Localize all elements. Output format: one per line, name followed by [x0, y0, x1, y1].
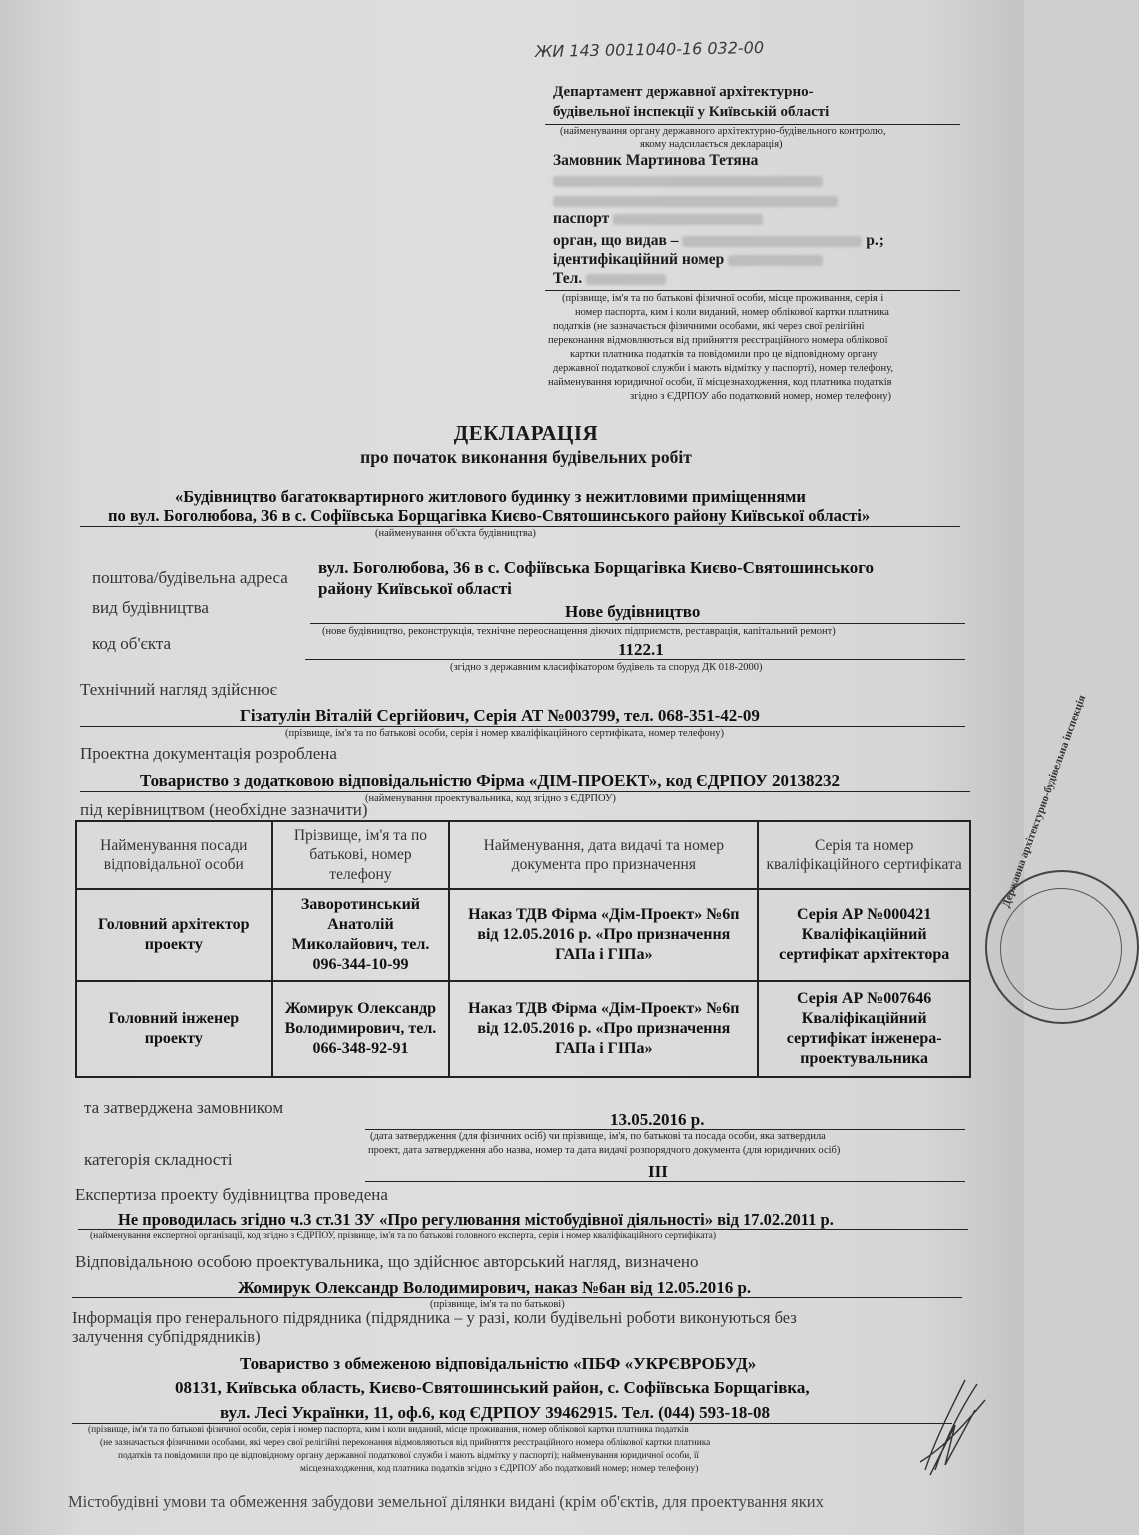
- supervision-label: Технічний нагляд здійснює: [80, 680, 277, 699]
- table-cell: Серія АР №007646 Кваліфікаційний сертифікат інженера-проектувальника: [758, 981, 970, 1077]
- address-line-2: району Київської області: [318, 579, 512, 598]
- stamp-seal-inner-ring: [1000, 888, 1122, 1010]
- stamp-text: Державна архітектурно-будівельна інспекція: [1000, 693, 1089, 910]
- underline: [72, 1423, 952, 1424]
- supervision-value: Гізатулін Віталій Сергійович, Серія АТ №003799, тел. 068-351-42-09: [240, 706, 760, 725]
- registration-number-handwritten: ЖИ 143 0011040-16 032-00: [534, 38, 765, 61]
- leadership-label: під керівництвом (необхідне зазначити): [80, 800, 368, 819]
- underline: [310, 623, 965, 624]
- underline: [72, 1297, 962, 1298]
- passport-line: [553, 210, 763, 228]
- issued-line: [553, 232, 884, 250]
- tax-id-line: [553, 251, 823, 269]
- underline: [80, 726, 965, 727]
- complexity-category-value: III: [648, 1162, 668, 1181]
- complexity-category-label: категорія складності: [84, 1150, 233, 1169]
- table-row: [76, 889, 970, 981]
- table-header-row: [76, 821, 970, 889]
- author-supervision-label: Відповідальною особою проектувальника, що здійснює авторський нагляд, визначено: [75, 1252, 699, 1271]
- design-value: Товариство з додатковою відповідальністю Фірма «ДІМ-ПРОЕКТ», код ЄДРПОУ 20138232: [140, 771, 840, 790]
- contractor-line-2: 08131, Київська область, Києво-Святошинський район, с. Софіївська Борщагівка,: [175, 1378, 810, 1397]
- supervision-note: (прізвище, ім'я та по батькові особи, серія і номер кваліфікаційного сертифіката, номер телефону): [285, 728, 725, 739]
- underline: [365, 1129, 965, 1130]
- author-supervision-note: (прізвище, ім'я та по батькові): [430, 1299, 565, 1310]
- underline: [80, 791, 970, 792]
- object-name-note: (найменування об'єкта будівництва): [375, 528, 536, 539]
- approved-note-2: проект, дата затвердження або назва, номер та дата видачі розпорядчого документа (для юридичних осіб): [368, 1145, 841, 1156]
- customer-line: [553, 152, 758, 170]
- tax-id-label: ідентифікаційний номер: [553, 251, 725, 268]
- table-cell: Серія АР №000421 Кваліфікаційний сертифікат архітектора: [758, 889, 970, 981]
- underline: [80, 526, 960, 527]
- document-subtitle: про початок виконання будівельних робіт: [360, 447, 692, 467]
- design-label: Проектна документація розроблена: [80, 744, 337, 763]
- address-label: поштова/будівельна адреса: [92, 568, 288, 587]
- object-code-label: код об'єкта: [92, 634, 172, 653]
- construction-kind-value: Нове будівництво: [565, 602, 701, 621]
- approved-value: 13.05.2016 р.: [610, 1110, 705, 1129]
- signature-scribble: [905, 1370, 995, 1480]
- table-cell: Наказ ТДВ Фірма «Дім-Проект» №6п від 12.05.2016 р. «Про призначення ГАПа і ГІПа»: [449, 889, 758, 981]
- expertise-label: Експертиза проекту будівництва проведена: [75, 1185, 388, 1204]
- customer-name: Мартинова Тетяна: [625, 152, 759, 169]
- approved-note-1: (дата затвердження (для фізичних осіб) чи прізвище, ім'я, по батькові та посада особи, яка затвердила: [370, 1131, 826, 1142]
- issued-suffix: р.;: [866, 232, 884, 249]
- construction-kind-note: (нове будівництво, реконструкція, технічне переоснащення діючих підприємств, реставрація, капітальний ремонт): [322, 626, 836, 637]
- table-cell: Головний інженер проекту: [76, 981, 272, 1077]
- table-row: [76, 981, 970, 1077]
- issued-label: орган, що видав –: [553, 232, 679, 249]
- department-note-2: якому надсилається декларація): [640, 139, 783, 150]
- contractor-line-1: Товариство з обмеженою відповідальністю «ПБФ «УКРЄВРОБУД»: [240, 1354, 757, 1373]
- underline: [365, 1181, 965, 1182]
- redacted-address-1: [553, 172, 823, 190]
- underline: [78, 1229, 968, 1230]
- responsible-persons-table: [75, 820, 971, 1078]
- customer-label: Замовник: [553, 152, 622, 169]
- contractor-label-line-1: Інформація про генерального підрядника (підрядника – у разі, коли будівельні роботи виконуються без: [72, 1308, 797, 1327]
- author-supervision-value: Жомирук Олександр Володимирович, наказ №6ан від 12.05.2016 р.: [238, 1278, 752, 1297]
- table-cell: Жомирук Олександр Володимирович, тел. 066-348-92-91: [272, 981, 450, 1077]
- object-code-note: (згідно з державним класифікатором будівель та споруд ДК 018-2000): [450, 662, 763, 673]
- construction-kind-label: вид будівництва: [92, 598, 209, 617]
- expertise-note: (найменування експертної організації, код згідно з ЄДРПОУ, прізвище, ім'я та по батькові головного експерта, серія і номер кваліфікаційного сертифіката): [90, 1231, 717, 1241]
- table-cell: Наказ ТДВ Фірма «Дім-Проект» №6п від 12.05.2016 р. «Про призначення ГАПа і ГІПа»: [449, 981, 758, 1077]
- object-name-line-2: по вул. Боголюбова, 36 в с. Софіївська Борщагівка Києво-Святошинського району Київської області»: [108, 506, 871, 525]
- object-code-value: 1122.1: [618, 640, 664, 659]
- department-line-1: Департамент державної архітектурно-: [553, 84, 814, 100]
- table-cell: Заворотинський Анатолій Миколайович, тел. 096-344-10-99: [272, 889, 450, 981]
- passport-label: паспорт: [553, 210, 610, 227]
- redacted-address-2: [553, 192, 838, 210]
- object-name-line-1: «Будівництво багатоквартирного житлового будинку з нежитловими приміщеннями: [175, 487, 806, 506]
- phone-label: Тел.: [553, 270, 583, 287]
- contractor-label-line-2: залучення субпідрядників): [72, 1327, 261, 1346]
- column-header: Найменування посади відповідальної особи: [76, 821, 272, 889]
- department-line-2: будівельної інспекції у Київській області: [553, 104, 830, 120]
- column-header: Серія та номер кваліфікаційного сертифіката: [758, 821, 970, 889]
- department-note-1: (найменування органу державного архітектурно-будівельного контролю,: [560, 126, 886, 137]
- urban-conditions-line: Містобудівні умови та обмеження забудови земельної ділянки видані (крім об'єктів, для проектування яких: [68, 1492, 824, 1511]
- document-page: ЖИ 143 0011040-16 032-00 Департамент державної архітектурно- будівельної інспекції у Київській області (найменування органу державного архітектурно-будівельного контролю, якому надсилається декларація) Замовник Мартинова Тетяна паспорт орган, що видав – р.; ідентифікаційний номер Тел. (прізвище, ім'я та по батькові фізичної особи, місце проживання, серія і номер паспорта, ким і коли виданий, номер облікової картки платника податків (не зазначається фізичними особами, які через свої релігійні переконання відмовляються від прийняття реєстраційного номера облікової картки платника податків та повідомили про це відповідному органу державної податкової служби і мають відмітку у паспорті), номер телефону, найменування юридичної особи, її місцезнаходження, код платника податків згідно з ЄДРПОУ або податковий номер, номер телефону) ДЕКЛАРАЦІЯ про початок виконання будівельних робіт «Будівництво багатоквартирного житлового будинку з нежитловими приміщеннями по вул. Боголюбова, 36 в с. Софіївська Борщагівка Києво-Святошинського району Київської області» (найменування об'єкта будівництва) поштова/будівельна адреса вул. Боголюбова, 36 в с. Софіївська Борщагівка Києво-Святошинського району Київської області вид будівництва Нове будівництво (нове будівництво, реконструкція, технічне переоснащення діючих підприємств, реставрація, капітальний ремонт) код об'єкта 1122.1 (згідно з державним класифікатором будівель та споруд ДК 018-2000) Технічний нагляд здійснює Гізатулін Віталій Сергійович, Серія АТ №003799, тел. 068-351-42-09 (прізвище, ім'я та по батькові особи, серія і номер кваліфікаційного сертифіката, номер телефону) Проектна документація розроблена Товариство з додатковою відповідальністю Фірма «ДІМ-ПРОЕКТ», код ЄДРПОУ 20138232 (найменування проектувальника, код згідно з ЄДРПОУ) під керівництвом (необхідне зазначити) Найменування посади відповідальної особи Прізвище, ім'я та по батькові, номер телефону Найменування, дата видачі та номер документа про призначення Серія та номер кваліфікаційного сертифіката Головний архітектор проекту Заворотинський Анатолій Миколайович, тел. 096-344-10-99 Наказ ТДВ Фірма «Дім-Проект» №6п від 12.05.2016 р. «Про призначення ГАПа і ГІПа» Серія АР №000421 Кваліфікаційний сертифікат архітектора Головний інженер проекту Жомирук Олександр Володимирович, тел. 066-348-92-91 Наказ ТДВ Фірма «Дім-Проект» №6п від 12.05.2016 р. «Про призначення ГАПа і ГІПа» Серія АР №007646 Кваліфікаційний сертифікат інженера-проектувальника та затверджена замовником 13.05.2016 р. (дата затвердження (для фізичних осіб) чи прізвище, ім'я, по батькові та посада особи, яка затвердила проект, дата затвердження або назва, номер та дата видачі розпорядчого документа (для юридичних осіб) категорія складності III Експертиза проекту будівництва проведена Не проводилась згідно ч.3 ст.31 ЗУ «Про регулювання містобудівної діяльності» від 17.02.2011 р. (найменування експертної організації, код згідно з ЄДРПОУ, прізвище, ім'я та по батькові головного експерта, серія і номер кваліфікаційного сертифіката) Відповідальною особою проектувальника, що здійснює авторський нагляд, визначено Жомирук Олександр Володимирович, наказ №6ан від 12.05.2016 р. (прізвище, ім'я та по батькові) Інформація про генерального підрядника (підрядника – у разі, коли будівельні роботи виконуються без залучення субпідрядників) Товариство з обмеженою відповідальністю «ПБФ «УКРЄВРОБУД» 08131, Київська область, Києво-Святошинський район, с. Софіївська Борщагівка, вул. Лесі Українки, 11, оф.6, код ЄДРПОУ 39462915. Тел. (044) 593-18-08 (прізвище, ім'я та по батькові фізичної особи, серія і номер паспорта, ким і коли виданий, місце проживання, номер облікової картки платника податків (не зазначається фізичними особами, які через свої релігійні переконання відмовляються від прийняття реєстраційного номера облікової картки платника податків та повідомили про це відповідному органу державної податкової служби і мають відмітку у паспорті); найменування юридичної особи, її місцезнаходження, код платника податків згідно з ЄДРПОУ або податковий номер; номер телефону) Містобудівні умови та обмеження забудови земельної ділянки видані (крім об'єктів, для проектування яких Державна архітектурно-будівельна інспекція: [0, 0, 1024, 1535]
- phone-line: [553, 270, 666, 288]
- underline: [545, 124, 960, 125]
- document-title: ДЕКЛАРАЦІЯ: [453, 421, 599, 445]
- approved-label: та затверджена замовником: [84, 1098, 284, 1117]
- table-cell: Головний архітектор проекту: [76, 889, 272, 981]
- design-note: (найменування проектувальника, код згідно з ЄДРПОУ): [365, 793, 616, 804]
- address-line-1: вул. Боголюбова, 36 в с. Софіївська Борщагівка Києво-Святошинського: [318, 558, 875, 577]
- underline: [545, 290, 960, 291]
- column-header: Найменування, дата видачі та номер документа про призначення: [449, 821, 758, 889]
- underline: [305, 659, 965, 660]
- expertise-value: Не проводилась згідно ч.3 ст.31 ЗУ «Про регулювання містобудівної діяльності» від 17.02.2011 р.: [118, 1210, 834, 1229]
- contractor-line-3: вул. Лесі Українки, 11, оф.6, код ЄДРПОУ 39462915. Тел. (044) 593-18-08: [220, 1403, 770, 1422]
- column-header: Прізвище, ім'я та по батькові, номер телефону: [272, 821, 450, 889]
